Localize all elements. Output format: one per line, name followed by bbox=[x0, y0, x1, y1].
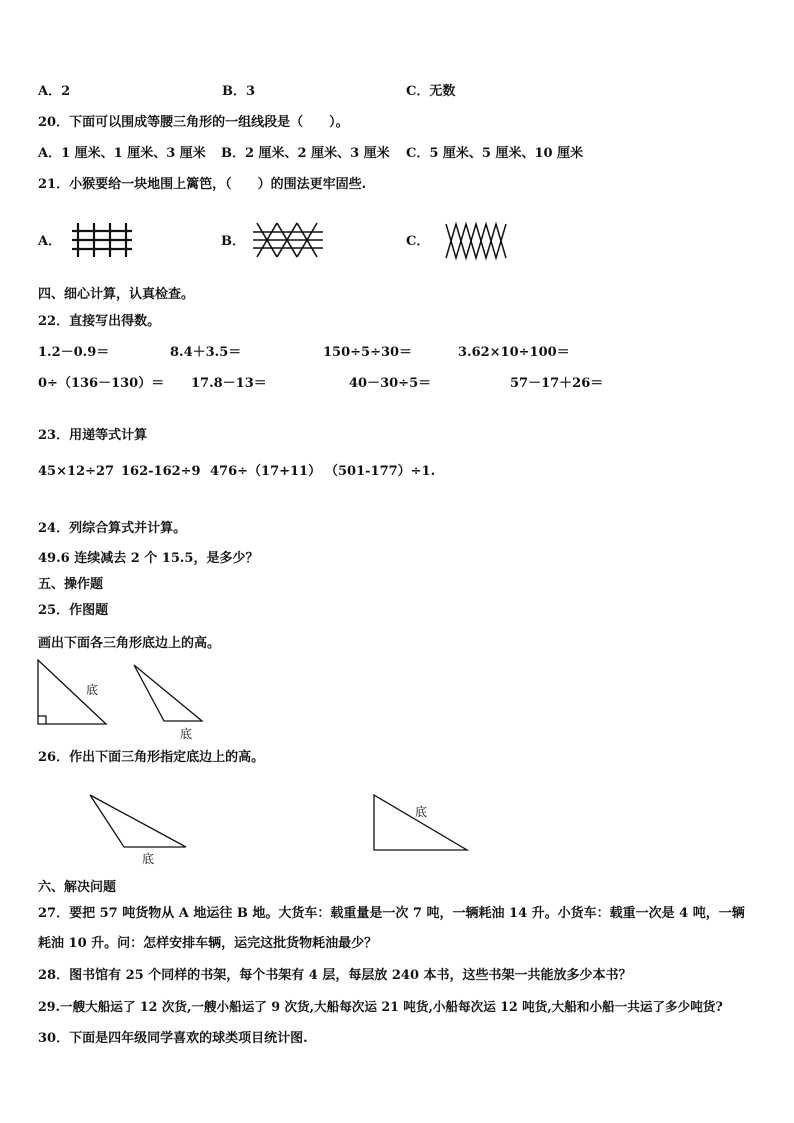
q25-obtuse-triangle-figure bbox=[132, 663, 206, 725]
section-5-heading: 五、操作题 bbox=[38, 577, 104, 592]
q25-text: 画出下面各三角形底边上的高。 bbox=[38, 636, 221, 651]
q23-stem: 23．用递等式计算 bbox=[38, 428, 148, 443]
q21-option-b: B． bbox=[221, 234, 245, 249]
q29-text: 29.一艘大船运了 12 次货,一艘小船运了 9 次货,大船每次运 21 吨货,小船每次运 12 吨货,大船和小船一共运了多少吨货? bbox=[38, 999, 723, 1014]
q27-line-1: 27．要把 57 吨货物从 A 地运往 B 地。大货车：载重量是一次 7 吨，一辆耗油 14 升。小货车：载重一次是 4 吨，一辆 bbox=[38, 906, 745, 921]
q19-option-c: C．无数 bbox=[406, 84, 456, 99]
q23-item: 45×12÷27 bbox=[38, 464, 115, 479]
q26-triangle-figure-1 bbox=[88, 793, 190, 851]
q24-text: 49.6 连续减去 2 个 15.5，是多少？ bbox=[38, 551, 259, 566]
q21-option-a: A． bbox=[38, 234, 62, 249]
q20-option-a: A．1 厘米、1 厘米、3 厘米 bbox=[38, 146, 206, 161]
q26-base-label-1: 底 bbox=[142, 852, 155, 866]
q25-base-label-2: 底 bbox=[180, 727, 193, 741]
q27-line-2: 耗油 10 升。问：怎样安排车辆，运完这批货物耗油最少？ bbox=[38, 936, 378, 951]
section-4-heading: 四、细心计算，认真检查。 bbox=[38, 287, 195, 302]
q19-option-a: A．2 bbox=[38, 84, 71, 99]
q25-stem: 25．作图题 bbox=[38, 603, 109, 618]
q26-right-triangle-figure-2 bbox=[372, 793, 470, 853]
fence-lattice-figure bbox=[444, 222, 508, 260]
q21-option-c: C． bbox=[406, 234, 430, 249]
q22-item: 0÷（136－130）＝ bbox=[38, 376, 165, 391]
q26-stem: 26．作出下面三角形指定底边上的高。 bbox=[38, 750, 265, 765]
q23-item: 162-162÷9 bbox=[121, 464, 201, 479]
section-6-heading: 六、解决问题 bbox=[38, 880, 117, 895]
q22-stem: 22．直接写出得数。 bbox=[38, 314, 161, 329]
fence-grid-figure bbox=[70, 222, 134, 258]
q23-item: （501-177）÷1. bbox=[325, 464, 436, 479]
q20-option-c: C．5 厘米、5 厘米、10 厘米 bbox=[406, 146, 584, 161]
q26-base-label-2: 底 bbox=[415, 805, 428, 819]
q22-item: 1.2－0.9＝ bbox=[38, 345, 110, 360]
q19-option-b: B．3 bbox=[222, 84, 256, 99]
q21-stem: 21．小猴要给一块地围上篱笆，（ ）的围法更牢固些. bbox=[38, 177, 367, 192]
q25-right-triangle-figure bbox=[36, 658, 110, 726]
q22-item: 57－17＋26＝ bbox=[510, 376, 604, 391]
q22-item: 150÷5÷30＝ bbox=[323, 345, 413, 360]
q22-item: 17.8－13＝ bbox=[191, 376, 267, 391]
q25-base-label-1: 底 bbox=[86, 683, 99, 697]
q23-item: 476÷（17+11） bbox=[210, 464, 322, 479]
fence-cross-bar-figure bbox=[253, 222, 325, 258]
q22-item: 8.4＋3.5＝ bbox=[170, 345, 242, 360]
q24-stem: 24．列综合算式并计算。 bbox=[38, 521, 187, 536]
q22-item: 40－30÷5＝ bbox=[349, 376, 432, 391]
q20-option-b: B．2 厘米、2 厘米、3 厘米 bbox=[221, 146, 390, 161]
q22-item: 3.62×10÷100＝ bbox=[458, 345, 570, 360]
q20-stem: 20．下面可以围成等腰三角形的一组线段是（ ）。 bbox=[38, 115, 349, 130]
q28-text: 28．图书馆有 25 个同样的书架，每个书架有 4 层，每层放 240 本书，这些书架一共能放多少本书？ bbox=[38, 968, 632, 983]
q30-text: 30．下面是四年级同学喜欢的球类项目统计图. bbox=[38, 1031, 308, 1046]
